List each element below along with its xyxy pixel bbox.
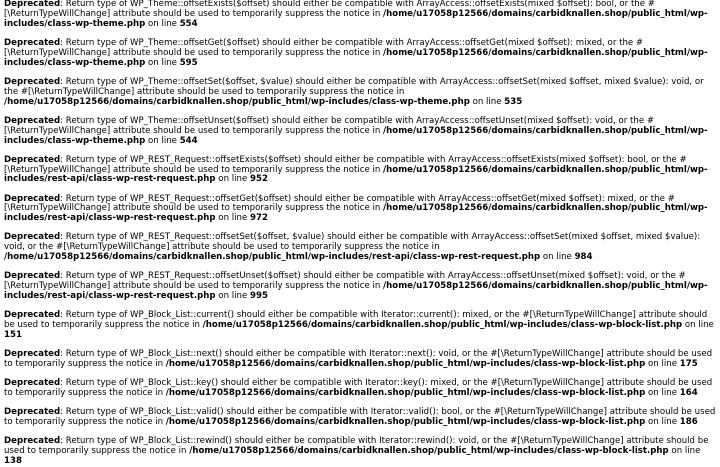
notice-message: : Return type of WP_Theme::offsetSet($offset, $value) should either be compatible with ArrayAccess::offsetSet(mixed $offset, mixed $value): void, or the #[\ReturnTypeWillChange] attribute should be used to temporarily suppress the notice in	[4, 76, 704, 97]
notice-line-number: 138	[4, 455, 22, 466]
notice-label: Deprecated	[4, 349, 61, 360]
notice-line-number: 535	[504, 96, 523, 107]
notice-on-line-text: on line	[645, 417, 680, 428]
notice-message: : Return type of WP_REST_Request::offsetSet($offset, $value) should either be compatible with ArrayAccess::offsetSet(mixed $offset, mixed $value): void, or the #[\ReturnTypeWillChange] attribute should be used to temporarily suppress the notice in	[4, 232, 701, 253]
notice-message: : Return type of WP_Theme::offsetUnset($offset) should either be compatible with ArrayAccess::offsetUnset(mixed $offset): void, or the #[\ReturnTypeWillChange] attribute should be used to temporarily suppress the notice in	[4, 115, 655, 136]
notice-line-number: 952	[250, 174, 268, 185]
notice-message: : Return type of WP_REST_Request::offsetExists($offset) should either be compatible with ArrayAccess::offsetExists(mixed $offset): bool, or the #[\ReturnTypeWillChange] attribute should be used to temporarily suppress the notice in	[4, 154, 687, 175]
notice-on-line-text: on line	[215, 213, 250, 224]
notice-message: : Return type of WP_Block_List::rewind() should either be compatible with Iterator::rewind(): void, or the #[\ReturnTypeWillChange] attribute should be used to temporarily suppress the notice in	[4, 436, 709, 457]
notice-file-path: /home/u17058p12566/domains/carbidknallen.shop/public_html/wp-includes/class-wp-block-list.php	[189, 446, 669, 457]
notice-on-line-text: on line	[145, 135, 180, 146]
deprecation-notice	[4, 195, 716, 225]
notice-file-path: /home/u17058p12566/domains/carbidknallen.shop/public_html/wp-includes/class-wp-theme.php	[4, 96, 470, 107]
notice-message: : Return type of WP_Block_List::valid() should either be compatible with Iterator::valid(): bool, or the #[\ReturnTypeWillChange] attribute should be used to temporarily suppress the notice in	[4, 407, 716, 428]
deprecation-notice	[4, 408, 716, 428]
notice-on-line-text: on line	[682, 320, 714, 331]
notice-label: Deprecated	[4, 232, 61, 243]
notice-line-number: 595	[179, 57, 198, 68]
notice-label: Deprecated	[4, 193, 61, 204]
deprecation-notice	[4, 233, 716, 263]
notice-on-line-text: on line	[215, 174, 250, 185]
notice-message: : Return type of WP_Theme::offsetExists($offset) should either be compatible with ArrayAccess::offsetExists(mixed $offset): bool, or the #[\ReturnTypeWillChange] attribute should be used to temporarily suppress the notice in	[4, 0, 655, 19]
notice-label: Deprecated	[4, 378, 61, 389]
notice-label: Deprecated	[4, 76, 61, 87]
notice-label: Deprecated	[4, 310, 61, 321]
deprecation-notice	[4, 39, 716, 69]
notice-on-line-text: on line	[215, 291, 250, 302]
notice-label: Deprecated	[4, 115, 61, 126]
notice-label: Deprecated	[4, 154, 61, 165]
notice-line-number: 995	[250, 291, 268, 302]
deprecation-notice	[4, 78, 716, 108]
deprecation-notice	[4, 311, 716, 341]
notice-line-number: 544	[179, 135, 198, 146]
notice-line-number: 175	[679, 359, 698, 370]
notice-line-number: 972	[250, 213, 268, 224]
deprecation-notice	[4, 272, 716, 302]
notice-on-line-text: on line	[645, 388, 680, 399]
notice-label: Deprecated	[4, 0, 61, 9]
deprecation-notice	[4, 156, 716, 186]
notice-line-number: 164	[679, 388, 698, 399]
notice-message: : Return type of WP_REST_Request::offsetGet($offset) should either be compatible with ArrayAccess::offsetGet(mixed $offset): mixed, or the #[\ReturnTypeWillChange] attribute should be used to temporarily suppress the notice in	[4, 193, 675, 214]
notice-line-number: 151	[4, 330, 22, 341]
notice-file-path: /home/u17058p12566/domains/carbidknallen.shop/public_html/wp-includes/rest-api/class-wp-rest-request.php	[4, 203, 708, 224]
notice-message: : Return type of WP_Block_List::key() should either be compatible with Iterator::key(): mixed, or the #[\ReturnTypeWillChange] attribute should be used to temporarily suppress the notice in	[4, 378, 713, 399]
notice-line-number: 186	[679, 417, 698, 428]
deprecation-notice	[4, 117, 716, 147]
notice-message: : Return type of WP_Block_List::current() should either be compatible with Iterator::current(): mixed, or the #[\ReturnTypeWillChange] attribute should be used to temporarily suppress the notice in	[4, 310, 708, 331]
deprecation-notice	[4, 379, 716, 399]
deprecation-notice	[4, 350, 716, 370]
notice-on-line-text: on line	[668, 446, 701, 457]
notice-file-path: /home/u17058p12566/domains/carbidknallen.shop/public_html/wp-includes/class-wp-theme.php	[4, 125, 708, 146]
notice-file-path: /home/u17058p12566/domains/carbidknallen.shop/public_html/wp-includes/class-wp-block-list.php	[165, 417, 646, 428]
notice-on-line-text: on line	[540, 252, 575, 263]
notice-label: Deprecated	[4, 407, 61, 418]
notice-label: Deprecated	[4, 37, 61, 48]
deprecation-notice	[4, 0, 716, 30]
notice-file-path: /home/u17058p12566/domains/carbidknallen.shop/public_html/wp-includes/rest-api/class-wp-rest-request.php	[4, 252, 541, 263]
notice-message: : Return type of WP_REST_Request::offsetUnset($offset) should either be compatible with ArrayAccess::offsetUnset(mixed $offset): void, or the #[\ReturnTypeWillChange] attribute should be used to temporarily suppress the notice in	[4, 271, 686, 292]
notice-file-path: /home/u17058p12566/domains/carbidknallen.shop/public_html/wp-includes/class-wp-block-list.php	[202, 320, 683, 331]
notice-message: : Return type of WP_Block_List::next() should either be compatible with Iterator::next(): void, or the #[\ReturnTypeWillChange] attribute should be used to temporarily suppress the notice in	[4, 349, 713, 370]
notice-file-path: /home/u17058p12566/domains/carbidknallen.shop/public_html/wp-includes/class-wp-block-list.php	[165, 359, 646, 370]
notice-file-path: /home/u17058p12566/domains/carbidknallen.shop/public_html/wp-includes/class-wp-block-list.php	[165, 388, 646, 399]
notice-on-line-text: on line	[645, 359, 680, 370]
notice-file-path: /home/u17058p12566/domains/carbidknallen.shop/public_html/wp-includes/rest-api/class-wp-rest-request.php	[4, 164, 708, 185]
notice-file-path: /home/u17058p12566/domains/carbidknallen.shop/public_html/wp-includes/class-wp-theme.php	[4, 47, 708, 68]
notice-line-number: 554	[179, 18, 198, 29]
notice-file-path: /home/u17058p12566/domains/carbidknallen.shop/public_html/wp-includes/rest-api/class-wp-rest-request.php	[4, 281, 708, 302]
notice-message: : Return type of WP_Theme::offsetGet($offset) should either be compatible with ArrayAccess::offsetGet(mixed $offset): mixed, or the #[\ReturnTypeWillChange] attribute should be used to temporarily suppress the notice in	[4, 37, 644, 58]
notice-label: Deprecated	[4, 436, 61, 447]
notice-on-line-text: on line	[469, 96, 505, 107]
notice-on-line-text: on line	[145, 57, 180, 68]
deprecation-notice	[4, 437, 716, 467]
notice-file-path: /home/u17058p12566/domains/carbidknallen.shop/public_html/wp-includes/class-wp-theme.php	[4, 8, 708, 29]
notice-label: Deprecated	[4, 271, 61, 282]
notice-line-number: 984	[574, 252, 593, 263]
notice-on-line-text: on line	[145, 18, 180, 29]
